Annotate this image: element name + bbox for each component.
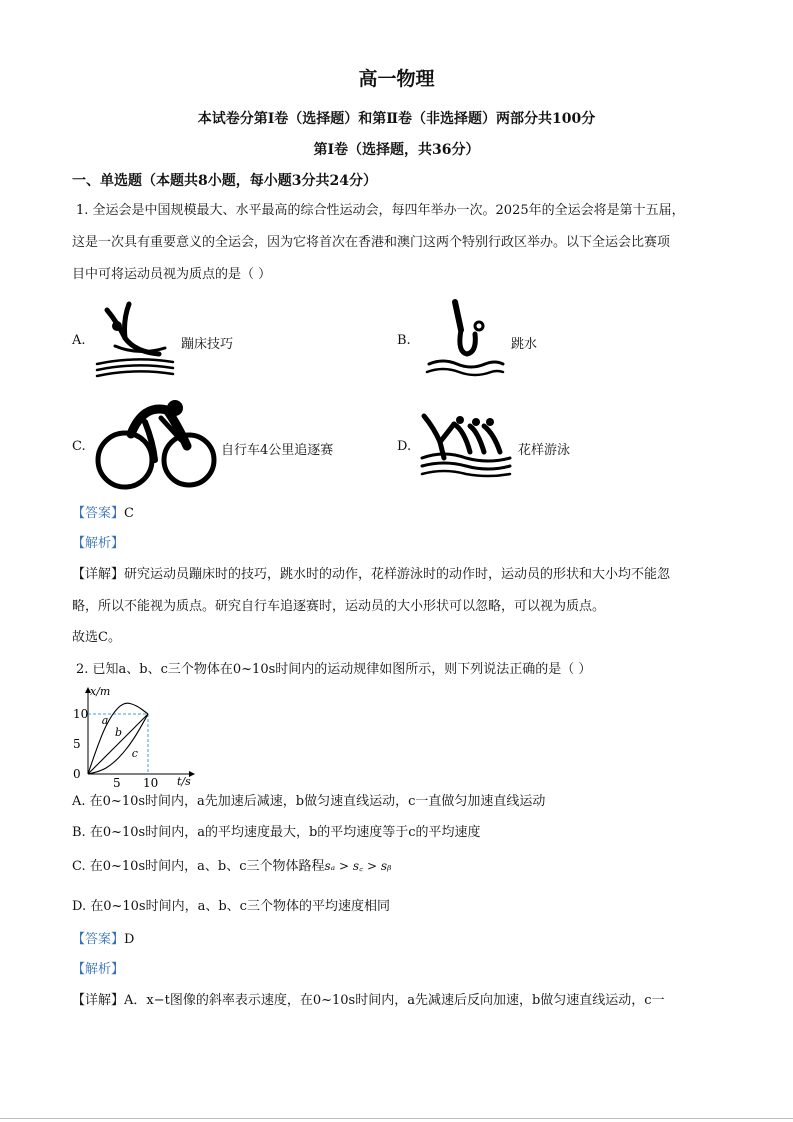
exam-info: 本试卷分第Ⅰ卷（选择题）和第Ⅱ卷（非选择题）两部分共100分 bbox=[197, 111, 596, 127]
q1-option-c-label: 自行车4公里追逐赛 bbox=[221, 443, 334, 458]
part-heading: 第Ⅰ卷（选择题，共36分） bbox=[313, 142, 480, 158]
q1-option-d-letter: D. bbox=[397, 439, 412, 454]
q1-stem-line1: 1. 全运会是中国规模最大、水平最高的综合性运动会，每四年举办一次。2025年的全运会将是第十五届， bbox=[76, 203, 685, 218]
page-bottom-rule bbox=[0, 1118, 793, 1119]
q2-option-c bbox=[72, 858, 391, 875]
page-title: 高一物理 bbox=[358, 68, 435, 90]
y-axis-label: x/m bbox=[90, 685, 111, 698]
detail-text: A．x−t图像的斜率表示速度，在0~10s时间内，a先减速后反向加速，b做匀速直线运动，c一 bbox=[124, 993, 665, 1008]
q2-option-c-formula: sₐ > s꜀ > sᵦ bbox=[324, 859, 392, 873]
q1-analysis-tag: 【解析】 bbox=[72, 536, 125, 551]
trampoline-icon bbox=[95, 300, 175, 382]
q2-stem: 2. 已知a、b、c三个物体在0~10s时间内的运动规律如图所示，则下列说法正确的是（ ） bbox=[76, 662, 592, 677]
q1-conclusion: 故选C。 bbox=[72, 630, 121, 645]
cycling-icon bbox=[95, 398, 219, 492]
q2-option-a: A. 在0~10s时间内，a先加速后减速，b做匀速直线运动，c一直做匀加速直线运动 bbox=[72, 794, 546, 809]
q1-option-c-letter: C. bbox=[72, 439, 86, 454]
x-tick-label: 10 bbox=[143, 776, 159, 790]
series-b-line bbox=[88, 714, 148, 774]
x-tick-label: 5 bbox=[113, 776, 121, 790]
y-tick-label: 5 bbox=[73, 737, 81, 751]
q1-option-b-letter: B. bbox=[397, 333, 411, 348]
answer-value: C bbox=[124, 506, 134, 521]
detail-text: 研究运动员蹦床时的技巧，跳水时的动作，花样游泳时的动作时，运动员的形状和大小均不能忽 bbox=[124, 567, 671, 582]
series-a-label: a bbox=[101, 714, 109, 728]
q1-option-b-label: 跳水 bbox=[511, 337, 538, 352]
q1-option-a-letter: A. bbox=[72, 333, 86, 348]
q2-detail-line1 bbox=[72, 993, 665, 1009]
synchronized-swimming-icon bbox=[420, 408, 512, 478]
q1-detail-line1 bbox=[72, 567, 670, 583]
series-b-label: b bbox=[115, 726, 123, 740]
q2-answer bbox=[72, 932, 134, 948]
q1-stem-line2: 这是一次具有重要意义的全运会，因为它将首次在香港和澳门这两个特别行政区举办。以下全运会比赛项 bbox=[72, 235, 671, 250]
q2-option-b: B. 在0~10s时间内，a的平均速度最大，b的平均速度等于c的平均速度 bbox=[72, 825, 481, 840]
q1-option-d-label: 花样游泳 bbox=[518, 443, 571, 458]
y-tick-label: 10 bbox=[73, 707, 89, 721]
detail-tag: 【详解】 bbox=[72, 567, 125, 582]
y-tick-label: 0 bbox=[73, 767, 81, 781]
answer-tag: 【答案】 bbox=[72, 932, 125, 947]
xt-graph bbox=[72, 682, 200, 790]
detail-tag: 【详解】 bbox=[72, 993, 125, 1008]
answer-value: D bbox=[124, 932, 135, 947]
diving-icon bbox=[423, 296, 505, 384]
q1-stem-line3: 目中可将运动员视为质点的是（ ） bbox=[72, 267, 272, 282]
q1-option-a-label: 蹦床技巧 bbox=[181, 337, 234, 352]
section-heading: 一、单选题（本题共8小题，每小题3分共24分） bbox=[72, 173, 377, 189]
q2-option-d: D. 在0~10s时间内，a、b、c三个物体的平均速度相同 bbox=[72, 899, 390, 914]
q2-option-c-text: C. 在0~10s时间内，a、b、c三个物体路程 bbox=[72, 859, 325, 874]
q1-detail-line2: 略，所以不能视为质点。研究自行车追逐赛时，运动员的大小形状可以忽略，可以视为质点。 bbox=[72, 599, 606, 614]
q1-answer bbox=[72, 506, 134, 522]
series-c-label: c bbox=[131, 747, 138, 761]
q2-analysis-tag: 【解析】 bbox=[72, 962, 125, 977]
x-axis-label: t/s bbox=[177, 775, 191, 788]
answer-tag: 【答案】 bbox=[72, 506, 125, 521]
